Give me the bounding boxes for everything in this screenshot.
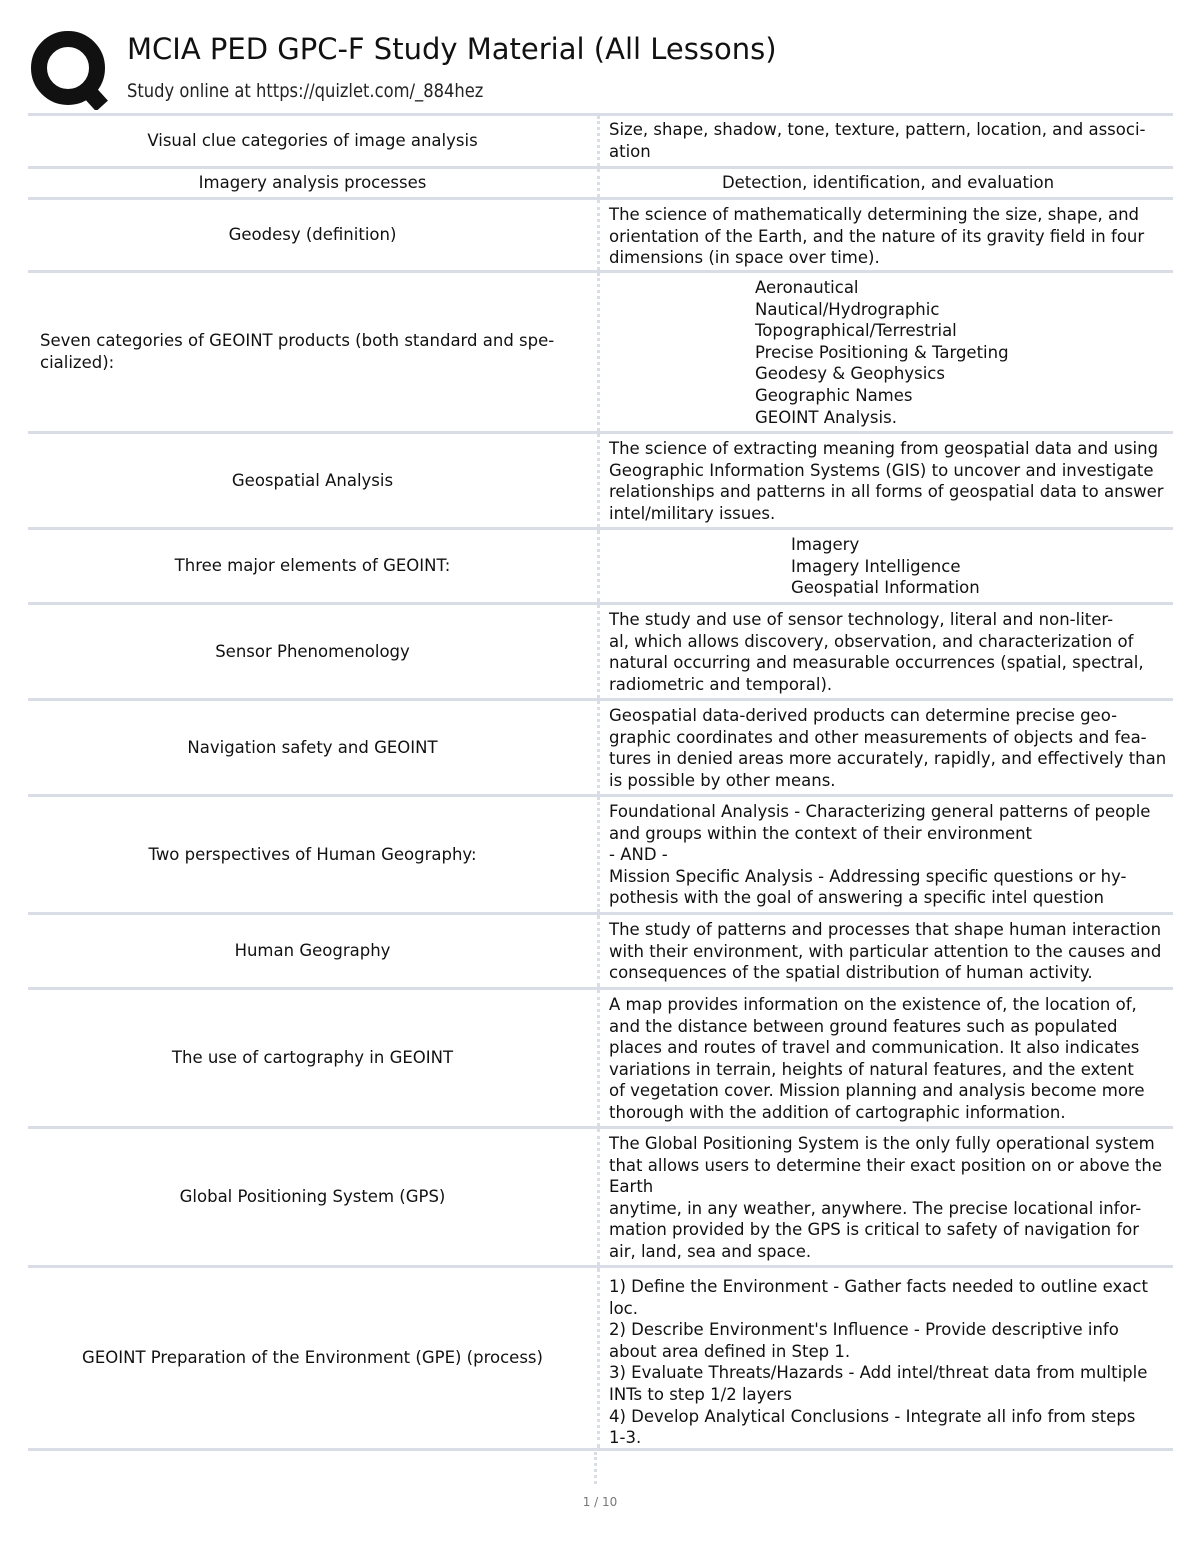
card-term: Two perspectives of Human Geography: (148, 844, 477, 864)
card-definition: The science of extracting meaning from geospatial data and using Geographic Information Systems (GIS) to uncover and investigate relationships and patterns in all forms of geospatial data to answer intel/military issues. (609, 439, 1164, 523)
card-term: Geospatial Analysis (231, 470, 394, 490)
card-row (28, 169, 1173, 200)
card-row (28, 200, 1173, 273)
card-term: Global Positioning System (GPS) (179, 1187, 446, 1207)
card-term: GEOINT Preparation of the Environment (GPE) (process) (82, 1348, 543, 1368)
card-definition: 1) Define the Environment - Gather facts needed to outline exact loc. 2) Describe Environment's Influence - Provide descriptive info about area defined in Step 1. 3) Evaluate Threats/Hazards - Add intel/threat data from multiple INTs to step 1/2 layers 4) Develop Analytical Conclusions - Integrate all info from steps 1-3. (609, 1277, 1148, 1448)
card-row (28, 273, 1173, 434)
column-divider-tail (594, 1452, 600, 1484)
card-definition: Imagery Imagery Intelligence Geospatial Information (791, 535, 980, 598)
card-definition: The study and use of sensor technology, literal and non-liter- al, which allows discovery, observation, and characterization of natural occurring and measurable occurrences (spatial, spectral, radiometric and temporal). (609, 610, 1144, 694)
card-term: Imagery analysis processes (198, 173, 427, 193)
page-number: 1 / 10 (582, 1495, 618, 1509)
card-definition: Detection, identification, and evaluation (721, 173, 1055, 192)
card-term: Three major elements of GEOINT: (174, 556, 451, 576)
study-online-link[interactable]: Study online at https://quizlet.com/_884hez (127, 80, 484, 102)
card-term: Human Geography (234, 941, 391, 961)
quizlet-logo-icon (30, 30, 110, 110)
card-term: Navigation safety and GEOINT (187, 737, 438, 757)
card-row (28, 605, 1173, 701)
card-definition: Geospatial data-derived products can determine precise geo- graphic coordinates and other measurements of objects and fea- tures in denied areas more accurately, rapidly, and effectively than is possible by other means. (609, 706, 1167, 790)
card-definition: Size, shape, shadow, tone, texture, pattern, location, and associ- ation (609, 120, 1146, 161)
card-row (28, 990, 1173, 1129)
document-title: MCIA PED GPC-F Study Material (All Lessons) (127, 32, 777, 66)
card-term: The use of cartography in GEOINT (171, 1048, 454, 1068)
flashcard-table (28, 113, 1173, 1451)
card-definition: Aeronautical Nautical/Hydrographic Topographical/Terrestrial Precise Positioning & Targeting Geodesy & Geophysics Geographic Names GEOINT Analysis. (755, 278, 1009, 427)
card-row (28, 701, 1173, 797)
card-row (28, 797, 1173, 915)
card-term: Seven categories of GEOINT products (both standard and spe- cialized): (40, 331, 555, 372)
card-row (28, 530, 1173, 605)
card-term: Visual clue categories of image analysis (147, 131, 478, 151)
card-term: Geodesy (definition) (228, 225, 397, 245)
card-definition: Foundational Analysis - Characterizing general patterns of people and groups within the context of their environment - AND - Mission Specific Analysis - Addressing specific questions or hy- pothesis with the goal of answering a specific intel question (609, 802, 1151, 908)
card-term: Sensor Phenomenology (215, 641, 410, 661)
card-row (28, 1129, 1173, 1268)
document-header (30, 28, 1170, 112)
card-definition: The science of mathematically determining the size, shape, and orientation of the Earth, and the nature of its gravity field in four dimensions (in space over time). (609, 205, 1145, 268)
card-row (28, 434, 1173, 530)
card-definition: The study of patterns and processes that shape human interaction with their environment, with particular attention to the causes and consequences of the spatial distribution of human activity. (609, 920, 1162, 983)
card-definition: A map provides information on the existence of, the location of, and the distance between ground features such as populated places and routes of travel and communication. It also indicates variations in terrain, heights of natural features, and the extent of vegetation cover. Mission planning and analysis become more thorough with the addition of cartographic information. (609, 995, 1145, 1122)
card-row (28, 116, 1173, 169)
card-definition: The Global Positioning System is the only fully operational system that allows users to determine their exact position on or above the Earth anytime, in any weather, anywhere. The precise locational infor- mation provided by the GPS is critical to safety of navigation for air, land, sea and space. (609, 1134, 1163, 1261)
card-row (28, 1268, 1173, 1451)
card-row (28, 915, 1173, 990)
